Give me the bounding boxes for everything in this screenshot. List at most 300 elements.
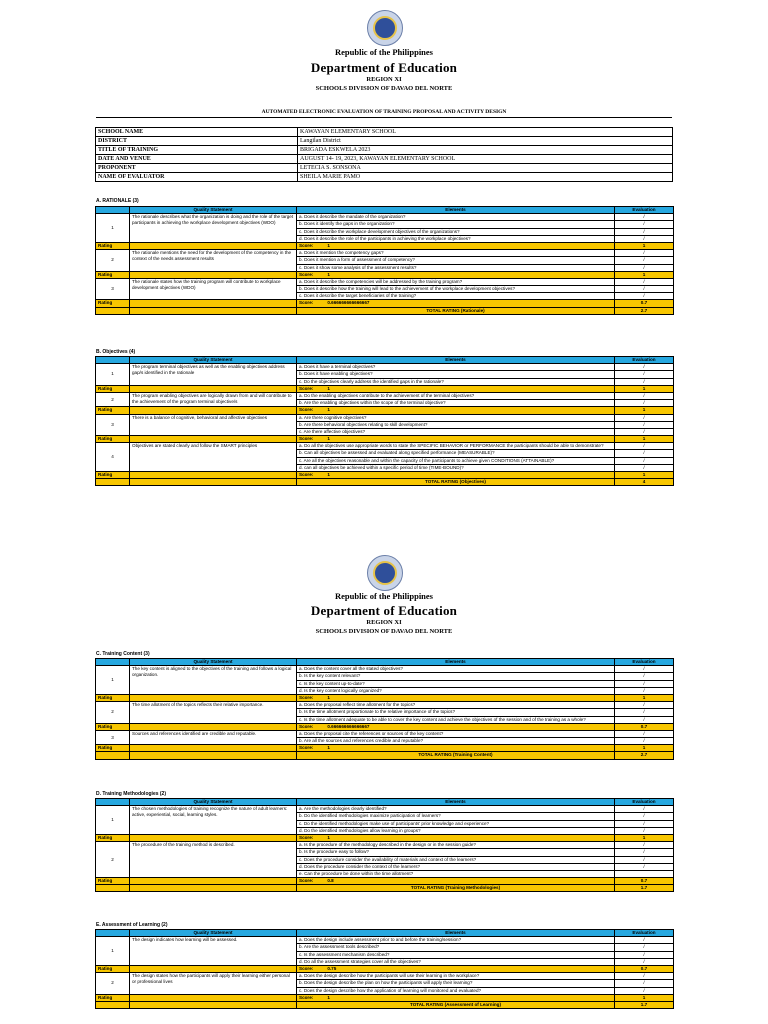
element-text: c. Are all the objectives reasonable and within the capacity of the participants to achieve given CONDITIONS (ATTAINABLE)? bbox=[297, 457, 615, 464]
evaluation-mark: / bbox=[615, 951, 674, 958]
total-spacer bbox=[130, 307, 297, 314]
evaluation-mark: / bbox=[615, 820, 674, 827]
rating-label: Rating bbox=[96, 472, 130, 479]
score-label: Score: bbox=[299, 472, 314, 477]
evaluation-mark: / bbox=[615, 371, 674, 378]
score-value: 1 bbox=[327, 242, 330, 248]
evaluation-mark: / bbox=[615, 680, 674, 687]
score-value: 1 bbox=[327, 436, 330, 442]
rating-spacer bbox=[130, 385, 297, 392]
element-text: b. Does it have enabling objectives? bbox=[297, 371, 615, 378]
evaluation-mark bbox=[615, 870, 674, 877]
evaluation-mark: / bbox=[615, 450, 674, 457]
quality-statement: Sources and references identified are credible and reputable. bbox=[130, 730, 297, 744]
rating-label: Rating bbox=[96, 723, 130, 730]
quality-statement: The chosen methodologies of training recognize the nature of adult learners: active, experiential, social, learning styles. bbox=[130, 806, 297, 835]
evaluation-mark: / bbox=[615, 414, 674, 421]
info-value: BRIGADA ESKWELA 2023 bbox=[298, 146, 673, 155]
element-text: b. Is the key content relevant? bbox=[297, 673, 615, 680]
score-cell bbox=[297, 300, 615, 307]
element-text: c. Does it describe the target beneficiaries of the training? bbox=[297, 293, 615, 300]
rating-label: Rating bbox=[96, 300, 130, 307]
criterion-number: 3 bbox=[96, 278, 130, 300]
score-cell bbox=[297, 385, 615, 392]
methodologies-table bbox=[95, 798, 674, 892]
rating-row bbox=[96, 834, 674, 841]
rating-value: 1 bbox=[615, 436, 674, 443]
evaluation-mark: / bbox=[615, 421, 674, 428]
element-text: a. Does the design describe how the participants will use their learning in the workplace? bbox=[297, 973, 615, 980]
score-label: Score: bbox=[299, 385, 314, 391]
republic-heading-page2: Republic of the Philippines bbox=[334, 591, 433, 601]
rating-row bbox=[96, 965, 674, 972]
score-value: 1 bbox=[327, 271, 330, 277]
element-text: a. Is the procedure of the methodology described in the design or in the session guide? bbox=[297, 842, 615, 849]
total-value: 2.7 bbox=[615, 307, 674, 314]
score-value: 1 bbox=[327, 472, 330, 477]
rating-spacer bbox=[130, 745, 297, 752]
score-label: Score: bbox=[299, 878, 314, 884]
quality-statement: The rationale mentions the need for the development of the competency in the context of the needs assessment results bbox=[130, 250, 297, 272]
score-cell bbox=[297, 242, 615, 249]
rating-row bbox=[96, 436, 674, 443]
rating-spacer bbox=[130, 965, 297, 972]
rating-row bbox=[96, 242, 674, 249]
criterion-number: 4 bbox=[96, 443, 130, 472]
evaluation-mark: / bbox=[615, 286, 674, 293]
rating-row bbox=[96, 472, 674, 479]
score-value: 0.75 bbox=[327, 965, 337, 971]
evaluation-mark: / bbox=[615, 443, 674, 450]
element-text: b. Is the procedure easy to follow? bbox=[297, 849, 615, 856]
criterion-number: 1 bbox=[96, 214, 130, 243]
element-row bbox=[96, 392, 674, 399]
criterion-number: 3 bbox=[96, 414, 130, 436]
table-header-row bbox=[96, 930, 674, 937]
criterion-number: 1 bbox=[96, 364, 130, 386]
rating-label: Rating bbox=[96, 994, 130, 1001]
rating-value: 1 bbox=[615, 745, 674, 752]
evaluation-mark: / bbox=[615, 378, 674, 385]
score-cell bbox=[297, 472, 615, 479]
score-value: 1 bbox=[327, 994, 330, 1000]
rating-row bbox=[96, 723, 674, 730]
evaluation-mark: / bbox=[615, 457, 674, 464]
evaluation-mark: / bbox=[615, 364, 674, 371]
total-row bbox=[96, 885, 674, 892]
evaluation-mark: / bbox=[615, 856, 674, 863]
info-label: DISTRICT bbox=[96, 137, 298, 146]
element-row bbox=[96, 702, 674, 709]
element-row bbox=[96, 364, 674, 371]
info-value: KAWAYAN ELEMENTARY SCHOOL bbox=[298, 128, 673, 137]
score-label: Score: bbox=[299, 694, 314, 700]
evaluation-title: AUTOMATED ELECTRONIC EVALUATION OF TRAINING PROPOSAL AND ACTIVITY DESIGN bbox=[96, 109, 672, 118]
table-header-row bbox=[96, 207, 674, 214]
total-value: 2.7 bbox=[615, 752, 674, 759]
rating-value: 1 bbox=[615, 694, 674, 701]
element-text: c. Is the time allotment adequate to be able to cover the key content and achieve the objectives of the session and of the training as a whole? bbox=[297, 716, 615, 723]
evaluation-mark: / bbox=[615, 428, 674, 435]
evaluation-mark: / bbox=[615, 738, 674, 745]
score-value: 1 bbox=[327, 694, 330, 700]
quality-statement: The rationale states how the training program will contribute to workplace development objectives (WDO) bbox=[130, 278, 297, 300]
evaluation-mark: / bbox=[615, 716, 674, 723]
criterion-number: 1 bbox=[96, 937, 130, 966]
evaluation-mark: / bbox=[615, 228, 674, 235]
rating-label: Rating bbox=[96, 385, 130, 392]
score-cell bbox=[297, 745, 615, 752]
info-row bbox=[96, 137, 673, 146]
score-label: Score: bbox=[299, 271, 314, 277]
evaluation-mark: / bbox=[615, 250, 674, 257]
header-blank bbox=[96, 357, 130, 364]
rating-spacer bbox=[130, 300, 297, 307]
score-value: 1 bbox=[327, 407, 330, 413]
score-cell bbox=[297, 271, 615, 278]
rating-row bbox=[96, 694, 674, 701]
total-spacer bbox=[130, 885, 297, 892]
criterion-number: 2 bbox=[96, 842, 130, 878]
score-label: Score: bbox=[299, 436, 314, 442]
evaluation-mark: / bbox=[615, 827, 674, 834]
evaluation-mark: / bbox=[615, 842, 674, 849]
total-value: 1.7 bbox=[615, 885, 674, 892]
training-content-table bbox=[95, 658, 674, 760]
element-text: b. Does it describe how the training will lead to the achievement of the workplace development objectives? bbox=[297, 286, 615, 293]
total-spacer bbox=[96, 479, 130, 486]
evaluation-mark: / bbox=[615, 937, 674, 944]
evaluation-mark: / bbox=[615, 257, 674, 264]
evaluation-mark: / bbox=[615, 958, 674, 965]
header-quality-statement: Quality Statement bbox=[130, 207, 297, 214]
deped-seal bbox=[367, 10, 403, 46]
total-value: 1.7 bbox=[615, 1001, 674, 1008]
element-text: c. Does it show some analysis of the assessment results? bbox=[297, 264, 615, 271]
score-cell bbox=[297, 965, 615, 972]
total-spacer bbox=[96, 1001, 130, 1008]
evaluation-mark: / bbox=[615, 464, 674, 471]
rating-spacer bbox=[130, 723, 297, 730]
quality-statement: The design states how the participants will apply their learning either personal or professional lives bbox=[130, 973, 297, 995]
element-row bbox=[96, 214, 674, 221]
rating-row bbox=[96, 407, 674, 414]
evaluation-mark: / bbox=[615, 813, 674, 820]
criterion-number: 2 bbox=[96, 973, 130, 995]
evaluation-mark: / bbox=[615, 980, 674, 987]
rating-label: Rating bbox=[96, 271, 130, 278]
score-cell bbox=[297, 407, 615, 414]
element-text: d. Does the procedure consider the context of the learners? bbox=[297, 863, 615, 870]
quality-statement: The rationale describes what the organization is doing and the role of the target participants in achieving the workplace development objectives (WDO) bbox=[130, 214, 297, 243]
rating-value: 1 bbox=[615, 472, 674, 479]
rating-value: 1 bbox=[615, 385, 674, 392]
header-elements: Elements bbox=[297, 659, 615, 666]
quality-statement: There is a balance of cognitive, behavioral and affective objectives bbox=[130, 414, 297, 436]
total-spacer bbox=[96, 885, 130, 892]
department-heading: Department of Education bbox=[310, 60, 458, 75]
score-value: 1 bbox=[327, 745, 330, 751]
element-text: a. Does it describe the competencies will be addressed by the training program? bbox=[297, 278, 615, 285]
evaluation-mark: / bbox=[615, 666, 674, 673]
criterion-number: 1 bbox=[96, 666, 130, 695]
rating-label: Rating bbox=[96, 407, 130, 414]
evaluation-mark: / bbox=[615, 806, 674, 813]
rating-row bbox=[96, 745, 674, 752]
element-text: c. Is the key content up-to-date? bbox=[297, 680, 615, 687]
rating-spacer bbox=[130, 242, 297, 249]
element-text: c. Is the assessment mechanism described? bbox=[297, 951, 615, 958]
quality-statement: The program enabling objectives are logically drawn from and will contribute to the achievement of the program terminal objective/s bbox=[130, 392, 297, 406]
rating-spacer bbox=[130, 694, 297, 701]
header-evaluation: Evaluation bbox=[615, 659, 674, 666]
region-heading: REGION XI bbox=[366, 76, 402, 83]
element-row bbox=[96, 666, 674, 673]
element-row bbox=[96, 937, 674, 944]
rating-spacer bbox=[130, 407, 297, 414]
total-label: TOTAL RATING (Objectives) bbox=[297, 479, 615, 486]
criterion-number: 2 bbox=[96, 392, 130, 406]
table-header-row bbox=[96, 357, 674, 364]
element-row bbox=[96, 414, 674, 421]
criterion-number: 2 bbox=[96, 702, 130, 724]
score-cell bbox=[297, 834, 615, 841]
header-elements: Elements bbox=[297, 207, 615, 214]
rating-label: Rating bbox=[96, 965, 130, 972]
element-text: a. Does the proposal reflect time allotment for the topics? bbox=[297, 702, 615, 709]
element-text: c. Do the identified methodologies make use of participants' prior knowledge and experience? bbox=[297, 820, 615, 827]
element-text: c. Does it describe the workplace development objectives of the organizations? bbox=[297, 228, 615, 235]
objectives-table bbox=[95, 356, 674, 486]
score-cell bbox=[297, 723, 615, 730]
total-spacer bbox=[96, 307, 130, 314]
element-row bbox=[96, 973, 674, 980]
element-text: a. Are there cognitive objectives? bbox=[297, 414, 615, 421]
header-elements: Elements bbox=[297, 799, 615, 806]
score-label: Score: bbox=[299, 965, 314, 971]
rating-row bbox=[96, 271, 674, 278]
division-heading: SCHOOLS DIVISION OF DAVAO DEL NORTE bbox=[315, 85, 453, 92]
info-row bbox=[96, 173, 673, 182]
rating-spacer bbox=[130, 834, 297, 841]
score-cell bbox=[297, 994, 615, 1001]
evaluation-mark: / bbox=[615, 863, 674, 870]
element-text: a. Does the design include assessment prior to and before the training/session? bbox=[297, 937, 615, 944]
header-elements: Elements bbox=[297, 930, 615, 937]
element-text: b. Are all the sources and references credible and reputable? bbox=[297, 738, 615, 745]
quality-statement: The design indicates how learning will be assessed. bbox=[130, 937, 297, 966]
element-row bbox=[96, 842, 674, 849]
rating-spacer bbox=[130, 472, 297, 479]
element-text: b. Is the time allotment proportionate to the relative importance of the topics? bbox=[297, 709, 615, 716]
element-row bbox=[96, 250, 674, 257]
header-quality-statement: Quality Statement bbox=[130, 930, 297, 937]
rating-value: 1 bbox=[615, 834, 674, 841]
rating-row bbox=[96, 878, 674, 885]
section-title-training-content: C. Training Content (3) bbox=[96, 651, 150, 657]
rating-spacer bbox=[130, 878, 297, 885]
element-text: a. Does the proposal cite the references or sources of the key content? bbox=[297, 730, 615, 737]
evaluation-mark: / bbox=[615, 849, 674, 856]
criterion-number: 2 bbox=[96, 250, 130, 272]
total-label: TOTAL RATING (Training Content) bbox=[297, 752, 615, 759]
division-heading-page2: SCHOOLS DIVISION OF DAVAO DEL NORTE bbox=[315, 628, 453, 635]
info-table bbox=[95, 127, 673, 182]
rating-label: Rating bbox=[96, 878, 130, 885]
rating-value: 1 bbox=[615, 994, 674, 1001]
section-title-rationale: A. RATIONALE (3) bbox=[96, 198, 139, 204]
rating-value: 0.7 bbox=[615, 723, 674, 730]
info-row bbox=[96, 164, 673, 173]
header-quality-statement: Quality Statement bbox=[130, 659, 297, 666]
element-text: b. Can all objectives be assessed and evaluated along specified performance (MEASURABLE)? bbox=[297, 450, 615, 457]
info-value: LETECIA S. SONSONA bbox=[298, 164, 673, 173]
header-evaluation: Evaluation bbox=[615, 357, 674, 364]
info-label: SCHOOL NAME bbox=[96, 128, 298, 137]
evaluation-mark: / bbox=[615, 673, 674, 680]
rating-row bbox=[96, 385, 674, 392]
element-row bbox=[96, 730, 674, 737]
header-blank bbox=[96, 799, 130, 806]
rating-value: 0.7 bbox=[615, 878, 674, 885]
total-value: 4 bbox=[615, 479, 674, 486]
info-label: PROPONENT bbox=[96, 164, 298, 173]
header-blank bbox=[96, 930, 130, 937]
total-spacer bbox=[96, 752, 130, 759]
rating-row bbox=[96, 300, 674, 307]
element-text: d. Does it describe the role of the participants in achieving the workplace objectives? bbox=[297, 235, 615, 242]
info-row bbox=[96, 146, 673, 155]
rating-value: 1 bbox=[615, 407, 674, 414]
rating-value: 0.7 bbox=[615, 300, 674, 307]
evaluation-mark: / bbox=[615, 293, 674, 300]
element-text: a. Are the methodologies clearly identified? bbox=[297, 806, 615, 813]
evaluation-mark: / bbox=[615, 709, 674, 716]
evaluation-mark: / bbox=[615, 987, 674, 994]
element-text: a. Do all the objectives use appropriate words to state the SPECIFIC BEHAVIOR or PERFORMANCE the participants should be able to demonstrate? bbox=[297, 443, 615, 450]
rating-value: 1 bbox=[615, 242, 674, 249]
header-blank bbox=[96, 659, 130, 666]
score-label: Score: bbox=[299, 834, 314, 840]
score-value: 0.666666666666667 bbox=[327, 300, 370, 306]
header-quality-statement: Quality Statement bbox=[130, 799, 297, 806]
evaluation-mark: / bbox=[615, 392, 674, 399]
evaluation-mark: / bbox=[615, 730, 674, 737]
info-label: NAME OF EVALUATOR bbox=[96, 173, 298, 182]
table-header-row bbox=[96, 799, 674, 806]
quality-statement: The key content is aligned to the objectives of the training and follows a logical organization. bbox=[130, 666, 297, 695]
rating-row bbox=[96, 994, 674, 1001]
quality-statement: Objectives are stated clearly and follow the SMART principles bbox=[130, 443, 297, 472]
element-text: b. Are there behavioral objectives relating to skill development? bbox=[297, 421, 615, 428]
total-spacer bbox=[130, 479, 297, 486]
element-text: d. Is the key content logically organized? bbox=[297, 687, 615, 694]
element-text: d. Do all the assessment strategies cover all the objectives? bbox=[297, 958, 615, 965]
table-header-row bbox=[96, 659, 674, 666]
element-text: b. Does the design describe the plan on how the participants will apply their learning? bbox=[297, 980, 615, 987]
quality-statement: The procedure of the training method is described. bbox=[130, 842, 297, 878]
element-row bbox=[96, 443, 674, 450]
score-label: Score: bbox=[299, 407, 314, 413]
total-row bbox=[96, 307, 674, 314]
element-text: a. Does it have a terminal objectives? bbox=[297, 364, 615, 371]
element-text: b. Do the identified methodologies maximize participation of learners? bbox=[297, 813, 615, 820]
info-label: TITLE OF TRAINING bbox=[96, 146, 298, 155]
quality-statement: The program terminal objectives as well as the enabling objectives address gap/s identified in the rationale bbox=[130, 364, 297, 386]
section-title-assessment: E. Assessment of Learning (2) bbox=[96, 922, 168, 928]
element-text: a. Does it mention the competency gaps? bbox=[297, 250, 615, 257]
rating-value: 1 bbox=[615, 271, 674, 278]
evaluation-mark: / bbox=[615, 400, 674, 407]
criterion-number: 1 bbox=[96, 806, 130, 835]
rationale-table bbox=[95, 206, 674, 315]
total-label: TOTAL RATING (Assessment of Learning) bbox=[297, 1001, 615, 1008]
element-text: b. Does it identify the gaps in the organization? bbox=[297, 221, 615, 228]
header-elements: Elements bbox=[297, 357, 615, 364]
element-text: b. Are the assessment tools described? bbox=[297, 944, 615, 951]
element-text: c. Does the design describe how the application of learning will monitored and evaluated? bbox=[297, 987, 615, 994]
info-row bbox=[96, 155, 673, 164]
department-heading-page2: Department of Education bbox=[310, 603, 458, 618]
score-label: Score: bbox=[299, 300, 314, 306]
element-text: a. Do the enabling objectives contribute to the achievement of the terminal objectives? bbox=[297, 392, 615, 399]
score-value: 1 bbox=[327, 385, 330, 391]
element-text: a. Does the content cover all the stated objectives? bbox=[297, 666, 615, 673]
rating-label: Rating bbox=[96, 834, 130, 841]
section-title-methodologies: D. Training Methodologies (2) bbox=[96, 791, 166, 797]
score-label: Score: bbox=[299, 242, 314, 248]
evaluation-mark: / bbox=[615, 214, 674, 221]
evaluation-mark: / bbox=[615, 687, 674, 694]
element-text: d. can all objectives be achieved within a specific period of time (TIME-BOUND)? bbox=[297, 464, 615, 471]
header-evaluation: Evaluation bbox=[615, 207, 674, 214]
deped-seal-page2 bbox=[367, 555, 403, 591]
evaluation-mark: / bbox=[615, 944, 674, 951]
score-label: Score: bbox=[299, 745, 314, 751]
element-text: c. Does the procedure consider the availability of materials and context of the learners? bbox=[297, 856, 615, 863]
element-text: c. Are there affective objectives? bbox=[297, 428, 615, 435]
score-value: 1 bbox=[327, 834, 330, 840]
score-value: 0.666666666666667 bbox=[327, 723, 370, 729]
rating-spacer bbox=[130, 436, 297, 443]
total-label: TOTAL RATING (Training Methodologies) bbox=[297, 885, 615, 892]
info-value: Langilan District bbox=[298, 137, 673, 146]
evaluation-mark: / bbox=[615, 973, 674, 980]
evaluation-mark: / bbox=[615, 235, 674, 242]
score-value: 0.8 bbox=[327, 878, 334, 884]
element-text: b. Does it mention a form of assessment of competency? bbox=[297, 257, 615, 264]
info-label: DATE AND VENUE bbox=[96, 155, 298, 164]
header-evaluation: Evaluation bbox=[615, 930, 674, 937]
score-cell bbox=[297, 694, 615, 701]
info-value: AUGUST 14- 19, 2023, KAWAYAN ELEMENTARY SCHOOL bbox=[298, 155, 673, 164]
rating-value: 0.7 bbox=[615, 965, 674, 972]
element-text: b. Are the enabling objectives within the scope of the terminal objective? bbox=[297, 400, 615, 407]
score-label: Score: bbox=[299, 994, 314, 1000]
rating-label: Rating bbox=[96, 694, 130, 701]
element-text: e. Can the procedure be done within the time allotment? bbox=[297, 870, 615, 877]
header-evaluation: Evaluation bbox=[615, 799, 674, 806]
evaluation-mark: / bbox=[615, 264, 674, 271]
total-spacer bbox=[130, 1001, 297, 1008]
rating-label: Rating bbox=[96, 745, 130, 752]
total-row bbox=[96, 479, 674, 486]
score-cell bbox=[297, 878, 615, 885]
element-text: d. Do the identified methodologies allow learning in groups? bbox=[297, 827, 615, 834]
region-heading-page2: REGION XI bbox=[366, 619, 402, 626]
element-text: c. Do the objectives clearly address the identified gaps in the rationale? bbox=[297, 378, 615, 385]
element-row bbox=[96, 806, 674, 813]
